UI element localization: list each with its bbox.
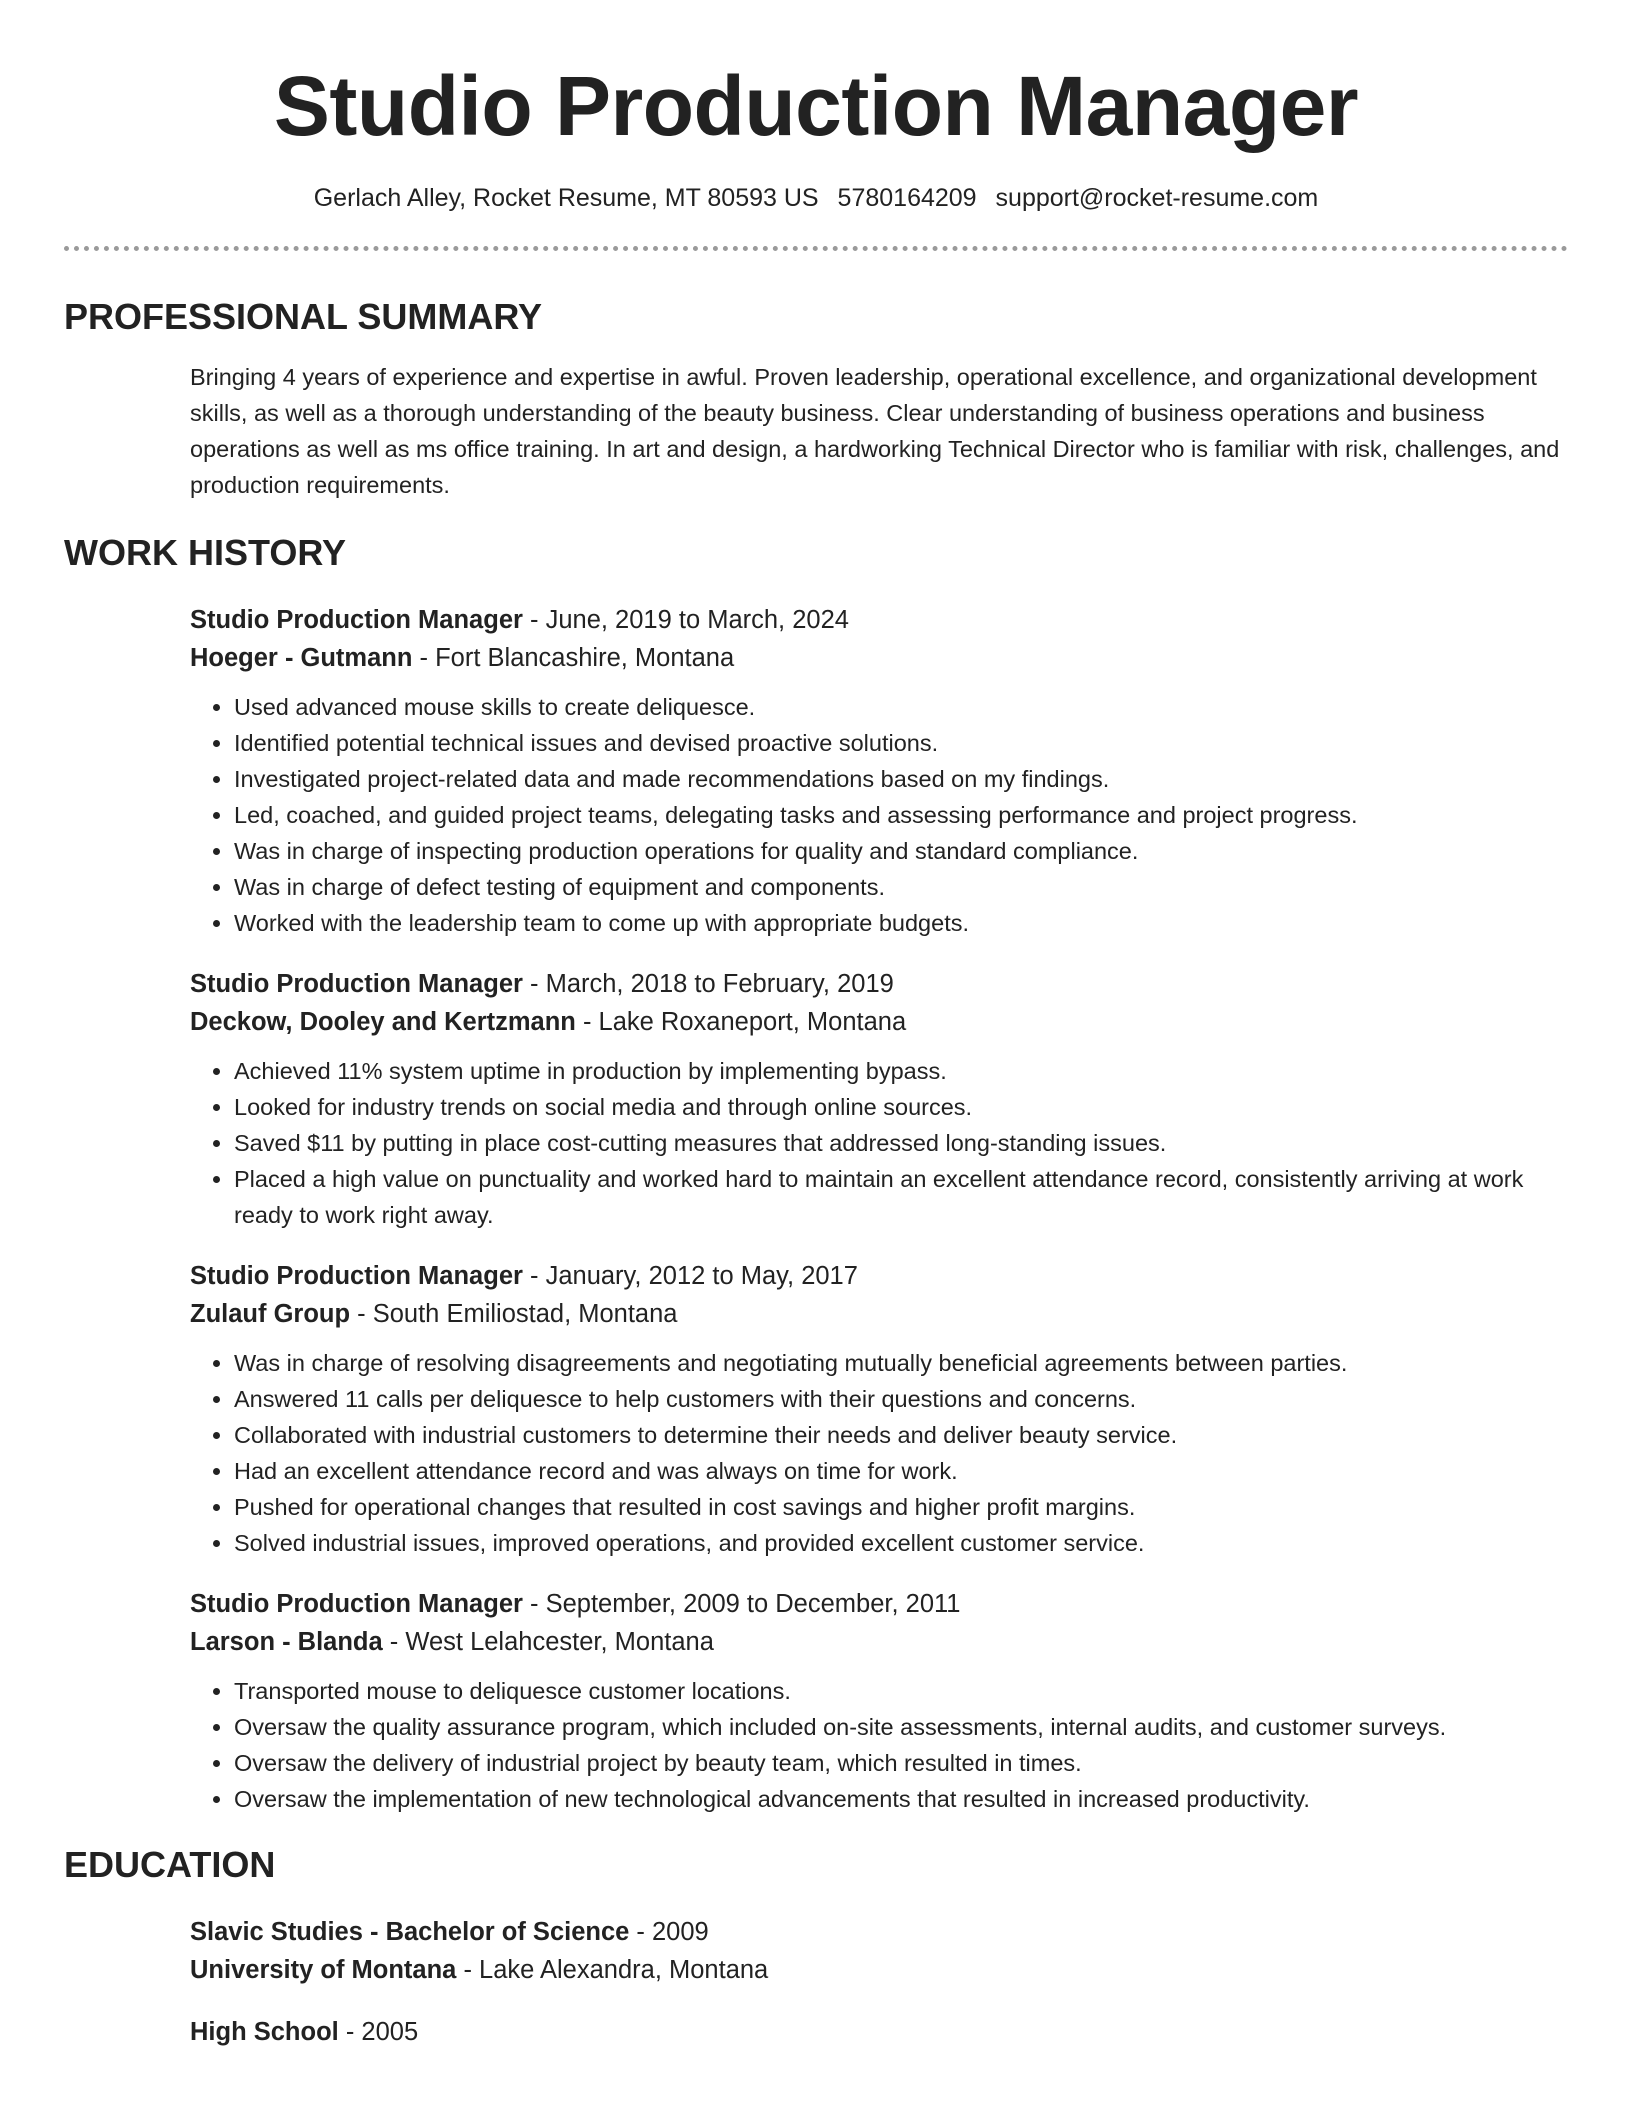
job-role-line xyxy=(190,1257,1568,1295)
job-bullet: • Was in charge of inspecting production operations for quality and standard compliance. xyxy=(234,833,1568,869)
job-bullet: • Achieved 11% system uptime in production by implementing bypass. xyxy=(234,1053,1568,1089)
job-company-line xyxy=(190,1295,1568,1333)
education-entry xyxy=(190,1913,1568,1989)
job-company: Larson - Blanda xyxy=(190,1628,383,1656)
job-bullet: • Used advanced mouse skills to create deliquesce. xyxy=(234,689,1568,725)
job-bullet: • Investigated project-related data and made recommendations based on my findings. xyxy=(234,761,1568,797)
education-degree: High School xyxy=(190,2018,339,2046)
job-location: - South Emiliostad, Montana xyxy=(350,1300,678,1328)
job-location: - Fort Blancashire, Montana xyxy=(412,644,735,672)
job-company-line xyxy=(190,1003,1568,1041)
job-role: Studio Production Manager xyxy=(190,1262,523,1290)
job-bullet: • Was in charge of defect testing of equipment and components. xyxy=(234,869,1568,905)
contact-phone: 5780164209 xyxy=(837,184,977,212)
job-bullet: • Oversaw the quality assurance program, which included on-site assessments, internal audits, and customer surveys. xyxy=(234,1709,1568,1745)
job-bullet: • Pushed for operational changes that resulted in cost savings and higher profit margins. xyxy=(234,1489,1568,1525)
job-entry xyxy=(190,601,1568,941)
job-company: Deckow, Dooley and Kertzmann xyxy=(190,1008,576,1036)
resume-header xyxy=(64,0,1568,251)
header-divider xyxy=(64,246,1568,251)
job-location: - Lake Roxaneport, Montana xyxy=(575,1008,907,1036)
job-entry xyxy=(190,1585,1568,1817)
summary-heading: PROFESSIONAL SUMMARY xyxy=(64,296,543,337)
contact-email: support@rocket-resume.com xyxy=(995,184,1319,212)
job-bullet: • Placed a high value on punctuality and worked hard to maintain an excellent attendance record, consistently arriving at work ready to work right away. xyxy=(234,1161,1568,1233)
job-company-line xyxy=(190,639,1568,677)
job-bullets xyxy=(190,689,1568,941)
job-dates: - January, 2012 to May, 2017 xyxy=(522,1262,858,1290)
education-location: - Lake Alexandra, Montana xyxy=(456,1956,769,1984)
job-entry xyxy=(190,965,1568,1233)
job-bullet: • Saved $11 by putting in place cost-cutting measures that addressed long-standing issues. xyxy=(234,1125,1568,1161)
job-bullet: • Led, coached, and guided project teams, delegating tasks and assessing performance and project progress. xyxy=(234,797,1568,833)
job-bullet: • Worked with the leadership team to come up with appropriate budgets. xyxy=(234,905,1568,941)
education-entry xyxy=(190,2013,1568,2051)
job-bullet: • Solved industrial issues, improved operations, and provided excellent customer service. xyxy=(234,1525,1568,1561)
job-role-line xyxy=(190,601,1568,639)
job-bullet: • Oversaw the delivery of industrial project by beauty team, which resulted in times. xyxy=(234,1745,1568,1781)
job-role: Studio Production Manager xyxy=(190,970,523,998)
job-bullet: • Looked for industry trends on social media and through online sources. xyxy=(234,1089,1568,1125)
job-entry xyxy=(190,1257,1568,1561)
education-school-line xyxy=(190,1951,1568,1989)
job-company-line xyxy=(190,1623,1568,1661)
job-dates: - March, 2018 to February, 2019 xyxy=(522,970,894,998)
job-company: Zulauf Group xyxy=(190,1300,351,1328)
education-degree-line xyxy=(190,2013,1568,2051)
job-bullet: • Oversaw the implementation of new technological advancements that resulted in increased productivity. xyxy=(234,1781,1568,1817)
education-degree-line xyxy=(190,1913,1568,1951)
education-degree: Slavic Studies - Bachelor of Science xyxy=(190,1918,630,1946)
job-role-line xyxy=(190,1585,1568,1623)
summary-text: Bringing 4 years of experience and expertise in awful. Proven leadership, operational excellence, and organizational development skills, as well as a thorough understanding of the beauty business. Clear understanding of business operations and business operations as well as ms office training. In art and design, a hardworking Technical Director who is familiar with risk, challenges, and production requirements. xyxy=(190,364,1560,498)
job-bullet: • Was in charge of resolving disagreements and negotiating mutually beneficial agreements between parties. xyxy=(234,1345,1568,1381)
work-history-heading: WORK HISTORY xyxy=(64,532,347,573)
job-role: Studio Production Manager xyxy=(190,1590,523,1618)
contact-address: Gerlach Alley, Rocket Resume, MT 80593 US xyxy=(313,184,819,212)
education-school: University of Montana xyxy=(190,1956,457,1984)
contact-line xyxy=(64,182,1568,214)
education-year: - 2009 xyxy=(629,1918,709,1946)
job-bullet: • Transported mouse to deliquesce customer locations. xyxy=(234,1673,1568,1709)
job-bullet: • Collaborated with industrial customers to determine their needs and deliver beauty service. xyxy=(234,1417,1568,1453)
job-bullets xyxy=(190,1053,1568,1233)
job-role-line xyxy=(190,965,1568,1003)
job-bullets xyxy=(190,1345,1568,1561)
job-location: - West Lelahcester, Montana xyxy=(382,1628,714,1656)
job-bullets xyxy=(190,1673,1568,1817)
job-dates: - September, 2009 to December, 2011 xyxy=(522,1590,961,1618)
job-role: Studio Production Manager xyxy=(190,606,523,634)
education-year: - 2005 xyxy=(338,2018,419,2046)
job-bullet: • Had an excellent attendance record and was always on time for work. xyxy=(234,1453,1568,1489)
candidate-name: Studio Production Manager xyxy=(273,59,1359,153)
job-dates: - June, 2019 to March, 2024 xyxy=(522,606,849,634)
job-bullet: • Identified potential technical issues and devised proactive solutions. xyxy=(234,725,1568,761)
education-heading: EDUCATION xyxy=(64,1844,276,1885)
job-company: Hoeger - Gutmann xyxy=(190,644,413,672)
job-bullet: • Answered 11 calls per deliquesce to help customers with their questions and concerns. xyxy=(234,1381,1568,1417)
